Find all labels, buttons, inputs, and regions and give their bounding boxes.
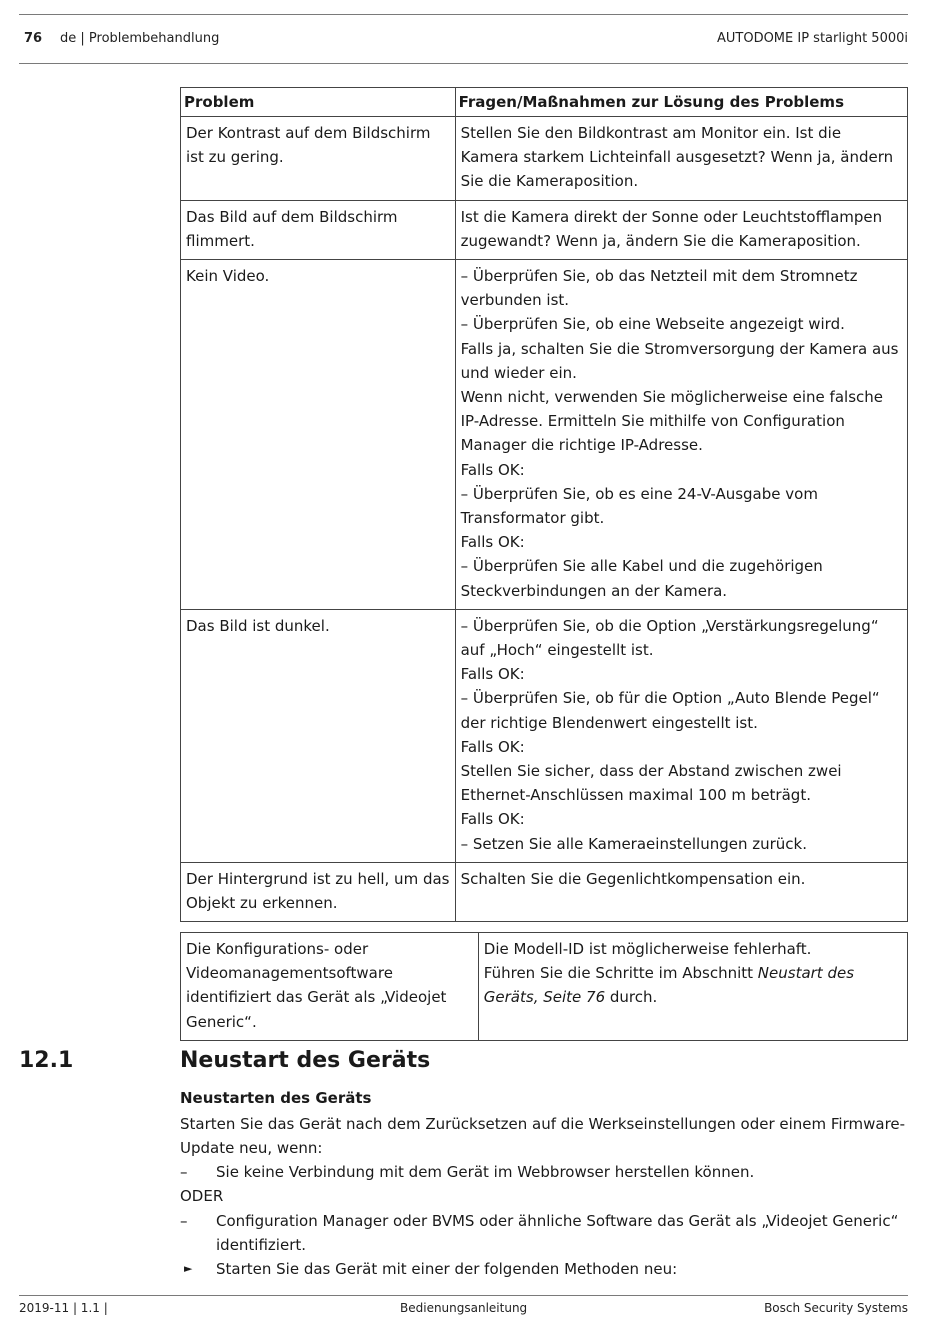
footer-right: Bosch Security Systems [764,1301,908,1315]
footer-rule [19,1295,908,1296]
solution-line: Schalten Sie die Gegenlichtkompensation ein. [460,869,806,888]
model-id-table [180,932,908,1041]
column-header-solution: Fragen/Maßnahmen zur Lösung des Problems [455,88,907,117]
solution-line: Falls ja, schalten Sie die Stromversorgung der Kamera aus und wieder ein. [460,339,899,382]
problem-cell: Das Bild auf dem Bildschirm flimmert. [181,200,456,259]
problem-cell: Die Konfigurations- oder Videomanagementsoftware identifiziert das Gerät als „Videojet Generic“. [181,933,479,1041]
table-row [181,260,908,610]
table-row [181,609,908,862]
solution-cell [478,933,907,1041]
solution-line: – Überprüfen Sie, ob eine Webseite angezeigt wird. [460,315,845,334]
solution-line: Ist die Kamera direkt der Sonne oder Leuchtstofflampen zugewandt? Wenn ja, ändern Sie die Kameraposition. [460,207,883,250]
oder-label: ODER [180,1187,224,1205]
solution-line: – Setzen Sie alle Kameraeinstellungen zurück. [460,834,807,853]
step-text: Starten Sie das Gerät mit einer der folgenden Methoden neu: [216,1260,678,1278]
solution-line: Die Modell-ID ist möglicherweise fehlerhaft. [483,940,812,958]
solution-line: – Überprüfen Sie, ob es eine 24-V-Ausgabe vom Transformator gibt. [460,484,818,528]
page-number: 76 [24,31,43,46]
intro-paragraph: Starten Sie das Gerät nach dem Zurücksetzen auf die Werkseinstellungen oder einem Firmware-Update neu, wenn: [180,1115,906,1158]
table-row [181,117,908,201]
solution-line: – Überprüfen Sie alle Kabel und die zugehörigen Steckverbindungen an der Kamera. [460,557,823,600]
troubleshooting-table [180,87,908,922]
step-arrow-icon: ► [184,1262,193,1275]
header-top-rule [19,14,908,15]
section-number: 12.1 [19,1048,74,1073]
problem-cell: Kein Video. [181,260,456,610]
section-title: Neustart des Geräts [180,1048,431,1073]
solution-cell [455,260,907,610]
solution-prefix: Führen Sie die Schritte im Abschnitt [483,964,758,983]
header-product: AUTODOME IP starlight 5000i [716,31,908,46]
header-section-label: de | Problembehandlung [60,31,220,46]
header-bottom-rule [19,63,908,64]
column-header-problem: Problem [181,88,456,117]
solution-line: Stellen Sie sicher, dass der Abstand zwischen zwei Ethernet-Anschlüssen maximal 100 m beträgt. [460,762,842,805]
solution-line: – Überprüfen Sie, ob das Netzteil mit dem Stromnetz verbunden ist. [460,267,858,310]
footer-center: Bedienungsanleitung [400,1301,528,1315]
solution-line: Falls OK: [460,665,525,684]
problem-cell: Der Kontrast auf dem Bildschirm ist zu gering. [181,117,456,201]
solution-cell [455,862,907,921]
solution-suffix: durch. [605,988,658,1007]
table-row [181,200,908,259]
dash-marker: – [180,1163,188,1181]
solution-cell [455,609,907,862]
solution-cell [455,200,907,259]
solution-line: Falls OK: [460,460,525,479]
list-item-text: Configuration Manager oder BVMS oder ähnliche Software das Gerät als „Videojet Generic“ identifiziert. [216,1212,899,1255]
table-row [181,933,908,1041]
subheading: Neustarten des Geräts [180,1089,372,1107]
solution-line: – Überprüfen Sie, ob die Option „Verstärkungsregelung“ auf „Hoch“ eingestellt ist. [460,616,879,660]
cross-reference-link[interactable]: Neustart des Geräts, Seite 76 [483,964,855,1007]
solution-line: Wenn nicht, verwenden Sie möglicherweise eine falsche IP-Adresse. Ermitteln Sie mithilfe von Configuration Manager die richtige IP-Adresse. [460,388,883,455]
solution-line: Falls OK: [460,533,525,552]
solution-line: Falls OK: [460,737,525,756]
problem-cell: Das Bild ist dunkel. [181,609,456,862]
solution-line: Stellen Sie den Bildkontrast am Monitor ein. Ist die Kamera starkem Lichteinfall ausgesetzt? Wenn ja, ändern Sie die Kameraposition. [460,124,894,191]
solution-line: – Überprüfen Sie, ob für die Option „Auto Blende Pegel“ der richtige Blendenwert eingestellt ist. [460,689,880,732]
table-header-row [181,88,908,117]
problem-cell: Der Hintergrund ist zu hell, um das Objekt zu erkennen. [181,862,456,921]
dash-marker: – [180,1212,188,1230]
solution-line: Falls OK: [460,810,525,829]
list-item-text: Sie keine Verbindung mit dem Gerät im Webbrowser herstellen können. [216,1163,755,1181]
footer-left: 2019-11 | 1.1 | [19,1301,108,1315]
solution-cell [455,117,907,201]
table-row [181,862,908,921]
